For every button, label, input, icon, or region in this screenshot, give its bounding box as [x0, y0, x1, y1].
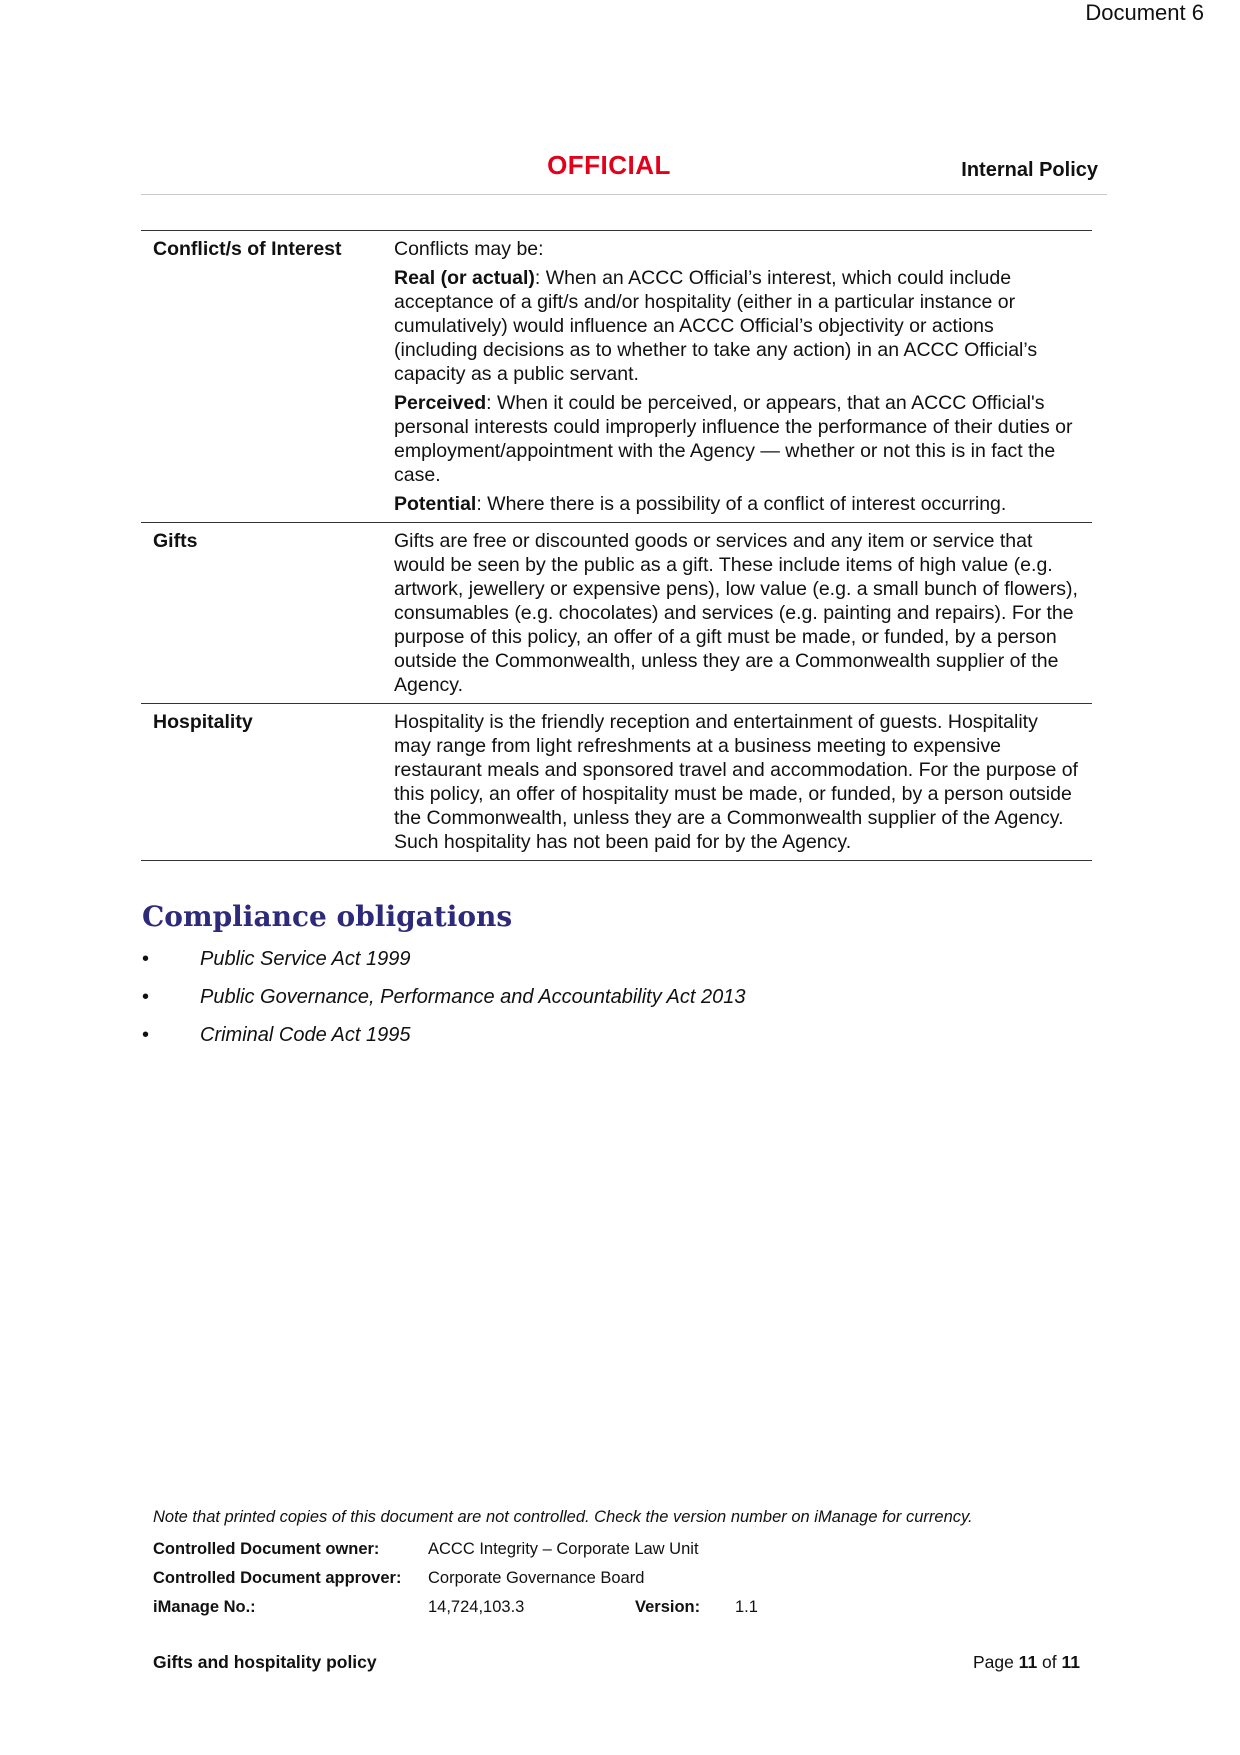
definitions-table — [141, 230, 1092, 861]
bullet-icon: • — [142, 1024, 150, 1046]
page-number — [880, 1652, 1080, 1673]
definition-row-hospitality — [141, 704, 1092, 861]
conflict-perceived-label: Perceived — [394, 392, 487, 414]
definition-term: Hospitality — [153, 711, 253, 733]
footer-document-title: Gifts and hospitality policy — [153, 1652, 377, 1672]
page-of: of — [1037, 1652, 1062, 1672]
definition-description: Gifts are free or discounted goods or services and any item or service that would be seen by the public as a gift. These include items of high value (e.g. artwork, jewellery or expensive pens), low value (e.g. a small bunch of flowers), consumables (e.g. chocolates) and services (e.g. painting and repairs). For the purpose of this policy, an offer of a gift must be made, or funded, by a person outside the Commonwealth, unless they are a Commonwealth supplier of the Agency. — [394, 530, 1078, 696]
list-item — [142, 948, 746, 986]
imanage-label: iManage No.: — [153, 1598, 256, 1616]
page-prefix: Page — [972, 1652, 1019, 1672]
bullet-icon: • — [142, 986, 150, 1008]
list-item-text: Public Service Act 1999 — [200, 948, 411, 970]
definition-description: Hospitality is the friendly reception and entertainment of guests. Hospitality may range from light refreshments at a business meeting to expensive restaurant meals and sponsored travel and accommodation. For the purpose of this policy, an offer of hospitality must be made, or funded, by a person outside the Commonwealth, unless they are a Commonwealth supplier of the Agency. Such hospitality has not been paid for by the Agency. — [394, 711, 1078, 853]
document-label: Document 6 — [1085, 0, 1204, 25]
conflict-potential — [394, 492, 1080, 516]
list-item-text: Criminal Code Act 1995 — [200, 1024, 411, 1046]
header-divider — [141, 194, 1107, 195]
approver-row — [153, 1569, 853, 1591]
owner-label: Controlled Document owner: — [153, 1540, 380, 1558]
approver-value: Corporate Governance Board — [428, 1569, 645, 1587]
conflict-real-label: Real (or actual) — [394, 267, 535, 289]
definition-description — [382, 231, 1092, 523]
list-item-text: Public Governance, Performance and Accountability Act 2013 — [200, 986, 746, 1008]
conflict-perceived — [394, 391, 1080, 487]
page-current: 11 — [1018, 1652, 1038, 1672]
definition-term: Gifts — [153, 530, 198, 552]
conflict-potential-text: : Where there is a possibility of a conflict of interest occurring. — [476, 493, 1007, 515]
version-value: 1.1 — [735, 1598, 758, 1616]
document-type: Internal Policy — [961, 159, 1098, 181]
conflict-real — [394, 266, 1080, 386]
bullet-icon: • — [142, 948, 150, 970]
definition-row-gifts — [141, 523, 1092, 704]
classification-marking: OFFICIAL — [547, 150, 671, 180]
version-label: Version: — [635, 1598, 701, 1616]
conflict-potential-label: Potential — [394, 493, 477, 515]
page-total: 11 — [1061, 1652, 1080, 1672]
definition-row-conflict — [141, 231, 1092, 523]
owner-value: ACCC Integrity – Corporate Law Unit — [428, 1540, 699, 1558]
control-note: Note that printed copies of this document are not controlled. Check the version number on iManage for currency. — [153, 1508, 973, 1526]
list-item — [142, 1024, 746, 1062]
definition-term: Conflict/s of Interest — [153, 238, 342, 260]
owner-row — [153, 1540, 853, 1562]
conflict-intro: Conflicts may be: — [394, 238, 544, 260]
conflict-perceived-text: : When it could be perceived, or appears, that an ACCC Official's personal interests could improperly influence the performance of their duties or employment/appointment with the Agency — whether or not this is in fact the case. — [394, 392, 1073, 486]
imanage-row — [153, 1598, 853, 1620]
compliance-list — [142, 948, 746, 1062]
approver-label: Controlled Document approver: — [153, 1569, 402, 1587]
conflict-real-text: : When an ACCC Official’s interest, which could include acceptance of a gift/s and/or hospitality (either in a particular instance or cumulatively) would influence an ACCC Official’s objectivity or actions (including decisions as to whether to take any action) in an ACCC Official’s capacity as a public servant. — [394, 267, 1038, 385]
list-item — [142, 986, 746, 1024]
imanage-value: 14,724,103.3 — [428, 1598, 525, 1616]
compliance-heading: Compliance obligations — [142, 900, 513, 933]
